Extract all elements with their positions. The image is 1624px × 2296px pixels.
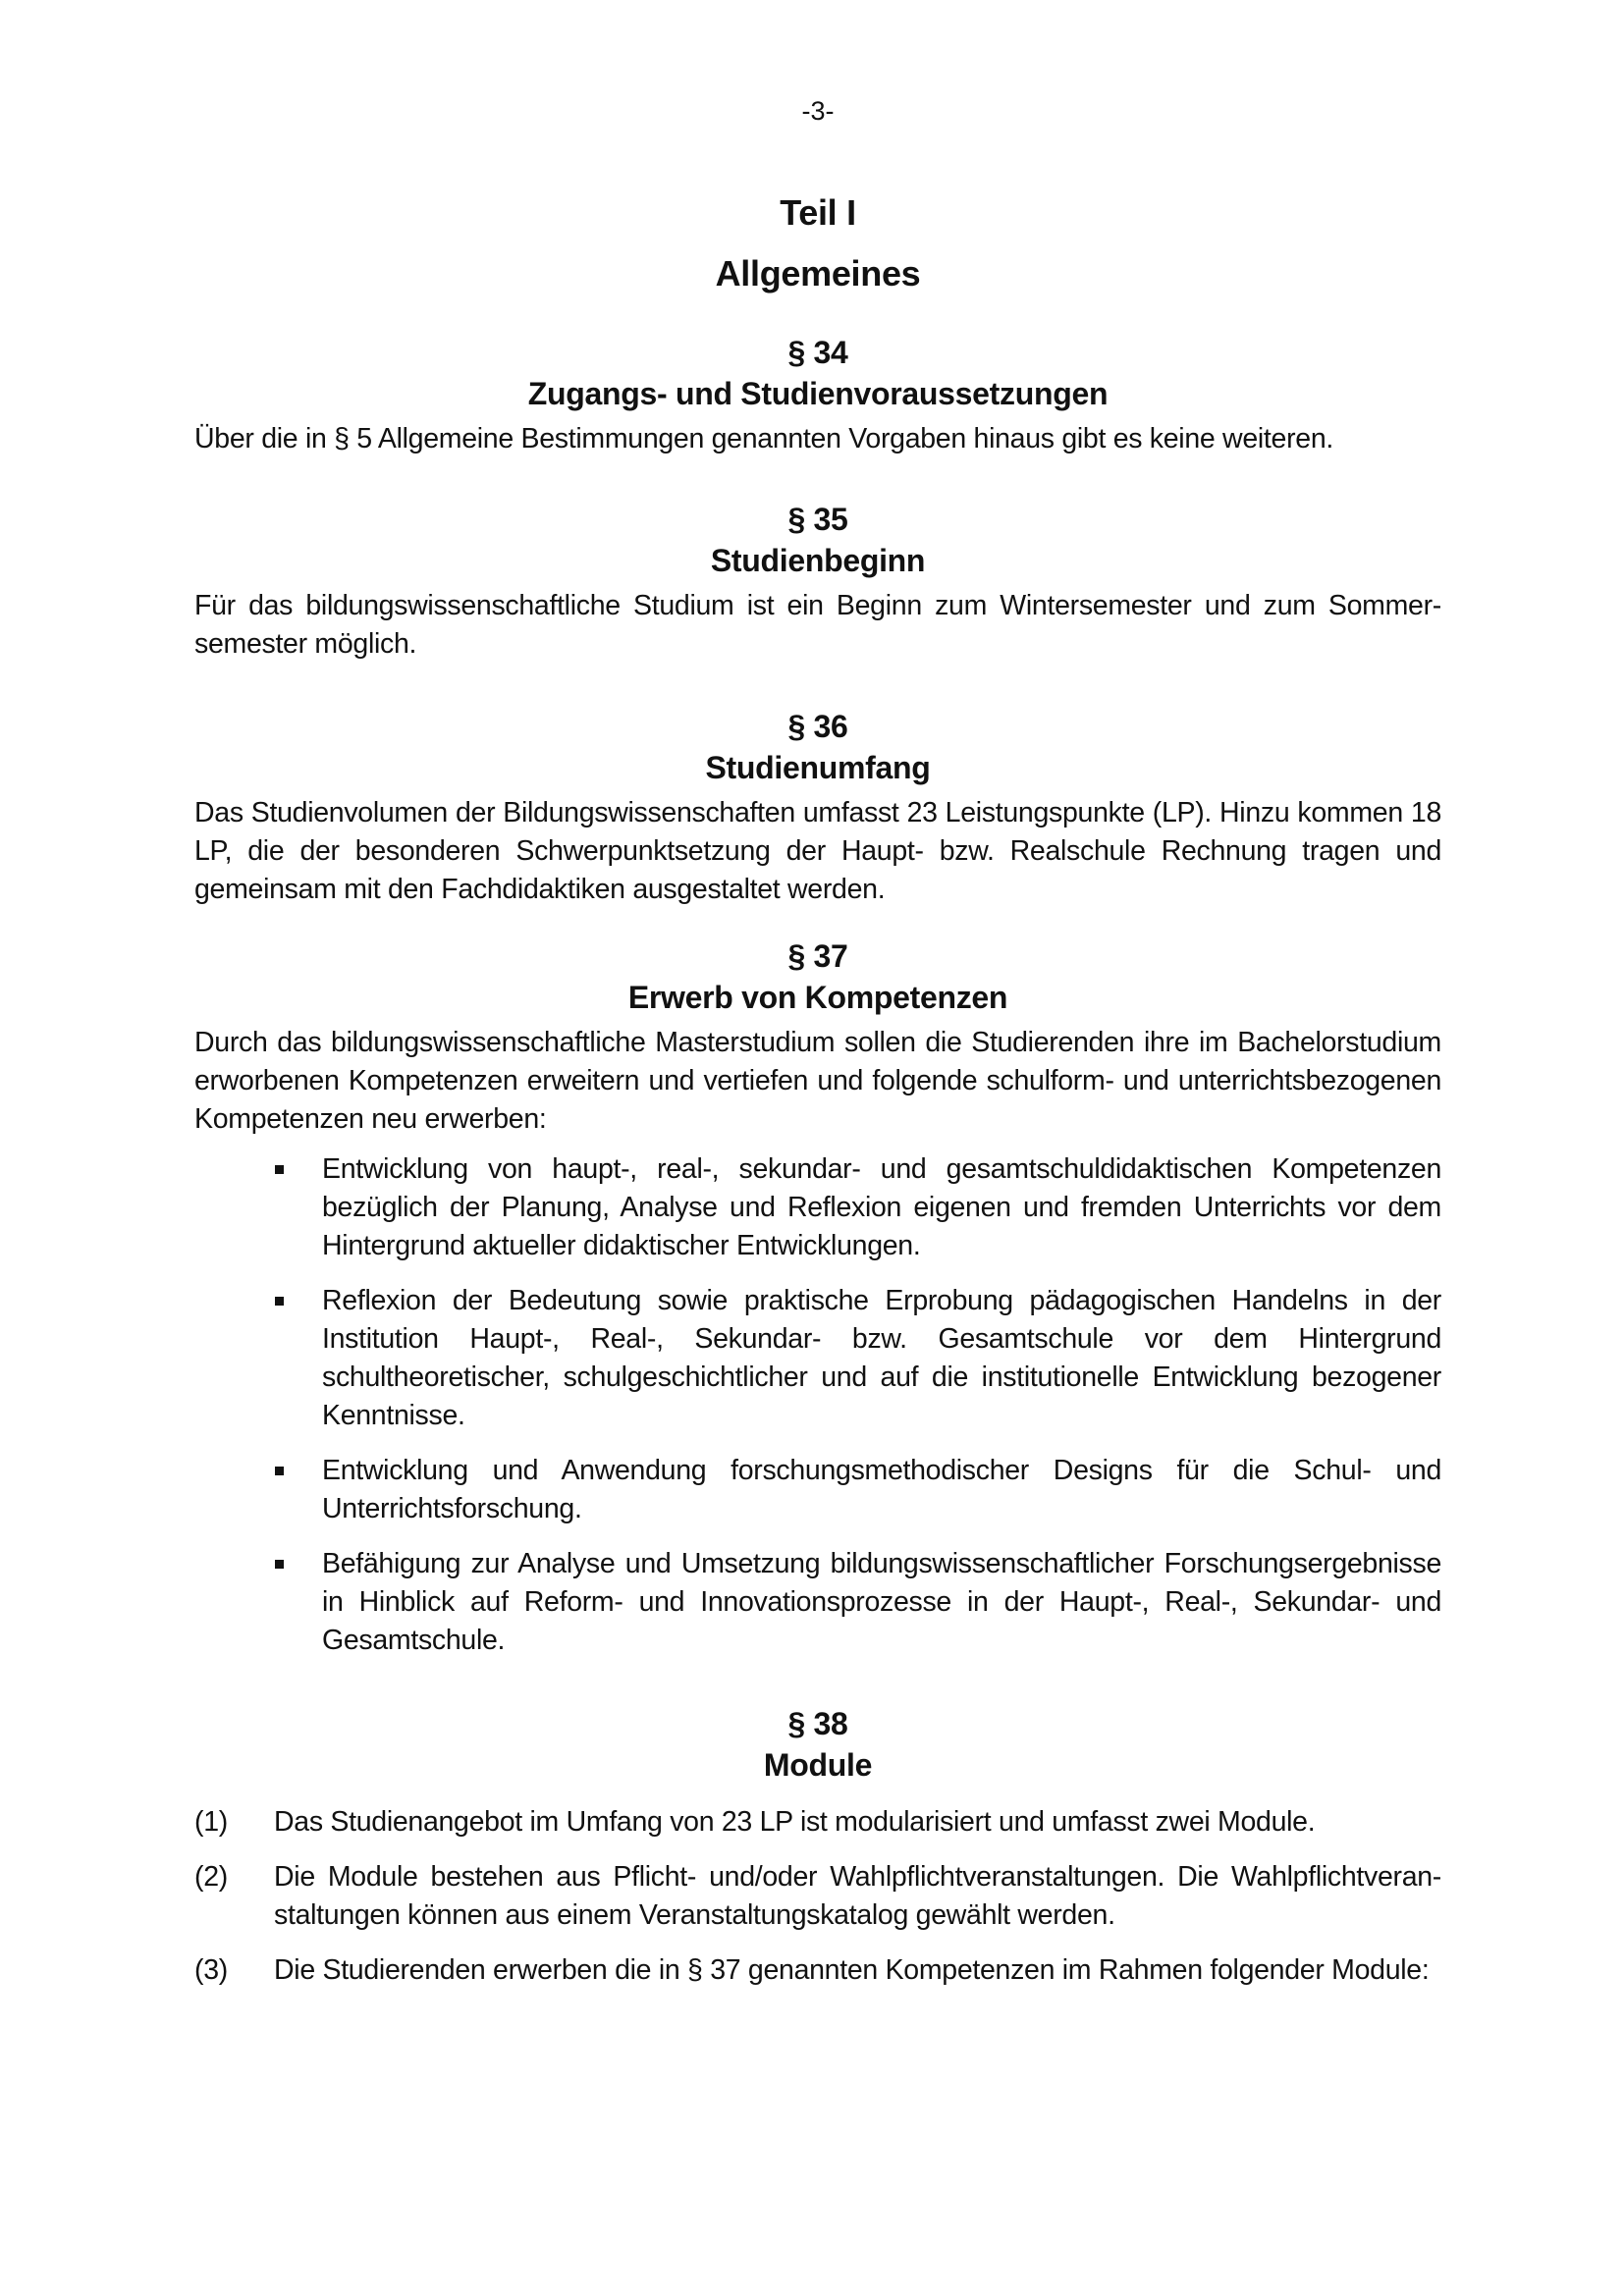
list-item-text: Die Module bestehen aus Pflicht- und/oder Wahlpflichtveranstaltungen. Die Wahlpflichtveran-staltungen können aus einem Veranstaltungskatalog gewählt werden.	[274, 1861, 1441, 1931]
part-title: Teil I	[780, 192, 856, 233]
section-number: § 36	[787, 709, 848, 744]
list-item	[194, 1545, 1441, 1660]
section-37	[194, 935, 1441, 1677]
list-item-text: Das Studienangebot im Umfang von 23 LP ist modularisiert und umfasst zwei Module.	[274, 1806, 1316, 1838]
list-item	[194, 1951, 1441, 1990]
list-item	[194, 1150, 1441, 1265]
section-36	[194, 706, 1441, 909]
section-number: § 34	[787, 335, 848, 370]
section-number: § 35	[787, 502, 848, 537]
item-number: (1)	[194, 1806, 228, 1838]
section-text: Über die in § 5 Allgemeine Bestimmungen genannten Vorgaben hinaus gibt es keine weiteren.	[194, 423, 1334, 454]
list-item-text: Reflexion der Bedeutung sowie praktische Erprobung pädagogischen Handelns in der Institution Haupt-, Real-, Sekundar- bzw. Gesamtschule vor dem Hintergrund schultheoretischer, schulgeschichtlicher und auf die institutionelle Entwicklung bezogener Kenntnisse.	[322, 1285, 1441, 1431]
section-heading: Studienbeginn	[710, 543, 926, 578]
list-item-text: Entwicklung und Anwendung forschungsmethodischer Designs für die Schul- und Unterrichtsforschung.	[322, 1455, 1441, 1524]
list-item-text: Befähigung zur Analyse und Umsetzung bildungswissenschaftlicher Forschungsergebnisse in Hinblick auf Reform- und Innovationsprozesse in der Haupt-, Real-, Sekundar- und Gesamtschule.	[322, 1548, 1441, 1656]
square-bullet-icon	[275, 1560, 284, 1569]
list-item	[194, 1282, 1441, 1435]
section-text: Durch das bildungswissenschaftliche Masterstudium sollen die Studierenden ihre im Bachelorstudium erworbenen Kompetenzen erweitern und vertiefen und folgende schulform- und unterrichtsbezogenen Kompetenzen neu erwerben:	[194, 1027, 1441, 1135]
numbered-list	[194, 1803, 1441, 1990]
section-heading: Module	[763, 1747, 873, 1783]
section-heading: Erwerb von Kompetenzen	[627, 980, 1008, 1015]
section-text: Für das bildungswissenschaftliche Studium ist ein Beginn zum Wintersemester und zum Sommer-semester möglich.	[194, 590, 1441, 660]
document-page	[194, 0, 1441, 2296]
square-bullet-icon	[275, 1467, 284, 1475]
square-bullet-icon	[275, 1165, 284, 1174]
page-number: -3-	[801, 96, 835, 126]
section-heading: Studienumfang	[705, 750, 931, 785]
list-item	[194, 1803, 1441, 1842]
section-35	[194, 499, 1441, 664]
list-item	[194, 1858, 1441, 1935]
section-number: § 38	[787, 1706, 848, 1741]
item-number: (2)	[194, 1861, 228, 1893]
section-38	[194, 1703, 1441, 2006]
list-item	[194, 1452, 1441, 1528]
square-bullet-icon	[275, 1297, 284, 1306]
item-number: (3)	[194, 1954, 228, 1986]
list-item-text: Entwicklung von haupt-, real-, sekundar- und gesamtschuldidaktischen Kompetenzen bezüglich der Planung, Analyse und Reflexion eigenen und fremden Unterrichts vor dem Hintergrund aktueller didaktischer Entwicklungen.	[322, 1153, 1441, 1261]
part-subtitle: Allgemeines	[715, 253, 921, 294]
list-item-text: Die Studierenden erwerben die in § 37 genannten Kompetenzen im Rahmen folgender Module:	[274, 1954, 1430, 1986]
section-number: § 37	[787, 938, 848, 974]
section-heading: Zugangs- und Studienvoraussetzungen	[527, 376, 1109, 411]
competency-list	[194, 1150, 1441, 1660]
section-34	[194, 332, 1441, 458]
section-text: Das Studienvolumen der Bildungswissenschaften umfasst 23 Leistungspunkte (LP). Hinzu kommen 18 LP, die der besonderen Schwerpunktsetzung der Haupt- bzw. Realschule Rechnung tragen und gemeinsam mit den Fachdidaktiken ausgestaltet werden.	[194, 797, 1441, 905]
